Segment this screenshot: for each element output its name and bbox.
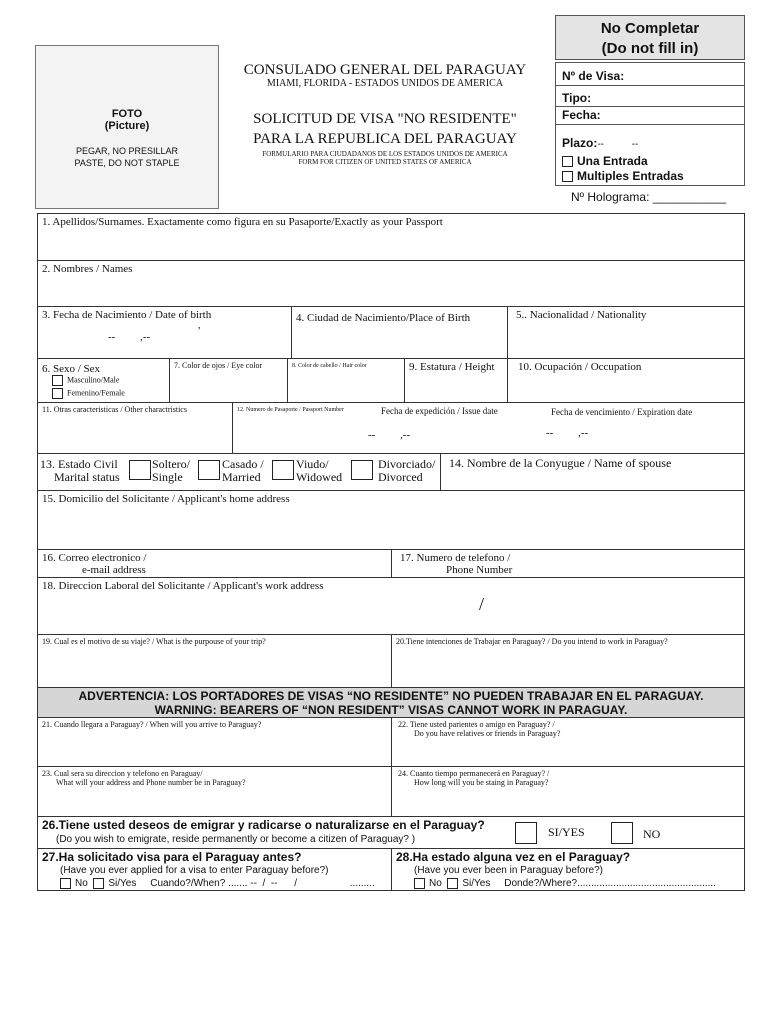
previous-visa-when[interactable]: Cuando?/When? ....... -- / -- / ......... (150, 878, 375, 890)
paraguay-address-label-es: 23. Cual sera su direccion y telefono en Paraguay/ (42, 769, 203, 778)
birth-date-tick: , (198, 320, 201, 331)
multiple-entry-checkbox[interactable] (562, 171, 573, 182)
hair-color-label: 8. Color de cabello / Hair color (292, 363, 367, 369)
photo-title: FOTO (111, 108, 143, 120)
emigrate-no-checkbox[interactable] (611, 822, 633, 844)
previous-visa-label-en: (Have you ever applied for a visa to enter Paraguay before?) (60, 865, 329, 876)
previous-visa-label: 27.Ha solicitado visa para el Paraguay antes? (42, 850, 302, 864)
sex-female-label: Femenino/Female (67, 388, 125, 398)
passport-number-label: 12. Numero de Pasaporte / Passport Number (237, 407, 344, 413)
phone-field[interactable] (391, 549, 745, 578)
plazo-marks: -- -- (597, 139, 639, 150)
visa-term-label (562, 136, 638, 150)
height-label: 9. Estatura / Height (409, 361, 495, 373)
email-label-en: e-mail address (82, 564, 146, 576)
nationality-label: 5.. Nacionalidad / Nationality (516, 309, 647, 321)
work-intent-field[interactable] (391, 634, 745, 688)
sex-label: 6. Sexo / Sex (42, 363, 101, 375)
form-title-1: SOLICITUD DE VISA "NO RESIDENTE" (253, 111, 517, 127)
previous-visa-yes-checkbox[interactable] (93, 878, 104, 889)
photo-subtitle: (Picture) (104, 120, 150, 132)
phone-label-en: Phone Number (446, 564, 513, 576)
stay-length-label-es: 24. Cuanto tiempo permanecerá en Paraguay? / (398, 769, 550, 778)
other-characteristics-field[interactable] (37, 402, 233, 454)
birth-date-marks: -- ,-- (108, 331, 151, 343)
single-label-es: Soltero/ (152, 457, 190, 471)
visa-date-label: Fecha: (562, 108, 601, 122)
emigrate-label-en: (Do you wish to emigrate, reside permanently or become a citizen of Paraguay? ) (56, 834, 416, 845)
divorced-checkbox[interactable] (351, 460, 373, 480)
arrival-date-field[interactable] (37, 717, 392, 767)
been-no-checkbox[interactable] (414, 878, 425, 889)
emigrate-yes-checkbox[interactable] (515, 822, 537, 844)
birth-place-field[interactable] (291, 306, 508, 359)
paraguay-address-field[interactable] (37, 766, 392, 817)
paraguay-address-label-en: What will your address and Phone number be in Paraguay? (56, 778, 246, 787)
been-to-paraguay-label-en: (Have you ever been in Paraguay before?) (414, 865, 604, 876)
stay-length-field[interactable] (391, 766, 745, 817)
widowed-label-es: Viudo/ (296, 457, 329, 471)
relatives-label-en: Do you have relatives or friends in Paraguay? (414, 729, 561, 738)
been-to-paraguay-label: 28.Ha estado alguna vez en el Paraguay? (396, 850, 631, 864)
passport-block (232, 402, 745, 454)
divorced-label-es: Divorciado/ (378, 457, 436, 471)
divorced-label-en: Divorced (378, 470, 423, 484)
email-field[interactable] (37, 549, 392, 578)
form-title-2: PARA LA REPUBLICA DEL PARAGUAY (253, 131, 517, 147)
married-label-es: Casado / (222, 457, 264, 471)
expiry-date-marks: -- ,-- (546, 427, 589, 439)
trip-purpose-field[interactable] (37, 634, 392, 688)
been-to-paraguay-options (414, 878, 716, 889)
spouse-name-label: 14. Nombre de la Conyugue / Name of spouse (449, 456, 672, 470)
been-yes-label: Si/Yes (462, 878, 491, 890)
names-label: 2. Nombres / Names (42, 263, 133, 275)
emigrate-no-label: NO (643, 827, 661, 841)
home-address-field[interactable] (37, 490, 745, 550)
single-entry-checkbox[interactable] (562, 156, 573, 167)
marital-status-label-en: Marital status (54, 470, 120, 484)
eye-color-field[interactable] (169, 358, 288, 403)
married-checkbox[interactable] (198, 460, 220, 480)
emigrate-question (37, 816, 745, 849)
occupation-label: 10. Ocupación / Occupation (518, 361, 642, 373)
official-head-2: (Do not fill in) (601, 40, 699, 57)
previous-visa-no-checkbox[interactable] (60, 878, 71, 889)
spouse-name-field[interactable] (440, 453, 745, 491)
photo-note-1: PEGAR, NO PRESILLAR (75, 146, 179, 156)
sex-female-option[interactable] (52, 388, 165, 399)
photo-box (35, 45, 219, 209)
consulate-city: MIAMI, FLORIDA - ESTADOS UNIDOS DE AMERICA (266, 78, 504, 89)
surnames-field[interactable] (37, 213, 745, 261)
marital-status-label: 13. Estado Civil (40, 457, 118, 471)
consulate-name: CONSULADO GENERAL DEL PARAGUAY (243, 62, 527, 78)
other-characteristics-label: 11. Otras caracteristicas / Other charactristics (42, 405, 187, 414)
phone-label-es: 17. Numero de telefono / (400, 552, 511, 564)
official-use-box (555, 62, 745, 186)
been-yes-checkbox[interactable] (447, 878, 458, 889)
sex-male-label: Masculino/Male (67, 375, 120, 385)
previous-visa-options (60, 878, 375, 889)
married-label-en: Married (222, 470, 261, 484)
work-intent-label: 20.Tiene intenciones de Trabajar en Paraguay? / Do you intend to work in Paraguay? (396, 637, 668, 646)
photo-note-2: PASTE, DO NOT STAPLE (74, 158, 180, 168)
sex-female-checkbox[interactable] (52, 388, 63, 399)
plazo-text: Plazo: (562, 136, 598, 150)
form-subtitle-1: FORMULARIO PARA CIUDADANOS DE LOS ESTADOS UNIDOS DE AMERICA (262, 150, 508, 158)
relatives-label-es: 22. Tiene usted parientes o amigo en Paraguay? / (398, 720, 555, 729)
home-address-label: 15. Domicilio del Solicitante / Applicant's home address (42, 493, 290, 505)
previous-visa-yes-label: Si/Yes (108, 878, 137, 890)
form-header (225, 62, 545, 166)
hologram-label: Nº Holograma: ___________ (571, 190, 727, 204)
single-checkbox[interactable] (129, 460, 151, 480)
multiple-entry-option[interactable] (562, 169, 684, 183)
visa-type-label: Tipo: (562, 91, 592, 105)
been-no-label: No (429, 878, 442, 890)
eye-color-label: 7. Color de ojos / Eye color (174, 361, 263, 370)
birth-date-label: 3. Fecha de Nacimiento / Date of birth (42, 309, 212, 321)
hair-color-field[interactable] (287, 358, 405, 403)
relatives-field[interactable] (391, 717, 745, 767)
issue-date-label: Fecha de expedición / Issue date (381, 406, 498, 416)
expiry-date-label: Fecha de vencimiento / Expiration date (551, 407, 693, 417)
previous-visa-no-label: No (75, 878, 88, 890)
work-address-label: 18. Direccion Laboral del Solicitante / Applicant's work address (42, 580, 324, 592)
issue-date-marks: -- ,-- (368, 429, 411, 441)
previous-visa-question (37, 848, 392, 891)
warning-text-en: WARNING: BEARERS OF “NON RESIDENT” VISAS CANNOT WORK IN PARAGUAY. (154, 703, 628, 717)
official-head-1: No Completar (600, 20, 700, 37)
birth-date-field[interactable] (37, 306, 292, 359)
visa-number-label: Nº de Visa: (562, 69, 625, 83)
sex-male-checkbox[interactable] (52, 375, 63, 386)
birth-place-label: 4. Ciudad de Nacimiento/Place of Birth (296, 312, 471, 324)
multiple-entry-label: Multiples Entradas (577, 169, 684, 183)
nationality-field[interactable] (507, 306, 745, 359)
single-entry-option[interactable] (562, 154, 648, 168)
single-entry-label: Una Entrada (577, 154, 648, 168)
marital-status-field (37, 453, 441, 491)
been-where[interactable]: Donde?/Where?.................................................. (504, 878, 716, 890)
trip-purpose-label: 19. Cual es el motivo de su viaje? / What is the purpouse of your trip? (42, 637, 266, 646)
official-use-header (555, 15, 745, 60)
height-field[interactable] (404, 358, 508, 403)
arrival-date-label: 21. Cuando llegara a Paraguay? / When will you arrive to Paraguay? (42, 720, 262, 729)
widowed-checkbox[interactable] (272, 460, 294, 480)
names-field[interactable] (37, 260, 745, 307)
sex-male-option[interactable] (52, 375, 165, 386)
widowed-label-en: Widowed (296, 470, 343, 484)
email-label-es: 16. Correo electronico / (42, 552, 147, 564)
stay-length-label-en: How long will you be staing in Paraguay? (414, 778, 549, 787)
application-form (37, 213, 745, 891)
single-label-en: Single (152, 470, 183, 484)
occupation-field[interactable] (507, 358, 745, 403)
form-subtitle-2: FORM FOR CITIZEN OF UNITED STATES OF AMERICA (298, 158, 472, 166)
warning-text-es: ADVERTENCIA: LOS PORTADORES DE VISAS “NO RESIDENTE” NO PUEDEN TRABAJAR EN EL PARAGUAY. (78, 689, 704, 703)
been-to-paraguay-question (391, 848, 745, 891)
emigrate-label: 26.Tiene usted deseos de emigrar y radicarse o naturalizarse en el Paraguay? (42, 818, 485, 832)
warning-banner (37, 687, 745, 718)
sex-field (37, 358, 170, 403)
work-address-mark: / (479, 594, 485, 614)
emigrate-yes-label: SI/YES (548, 825, 585, 839)
surnames-label: 1. Apellidos/Surnames. Exactamente como figura en su Pasaporte/Exactly as your Passport (42, 216, 443, 228)
work-address-field[interactable] (37, 577, 745, 635)
